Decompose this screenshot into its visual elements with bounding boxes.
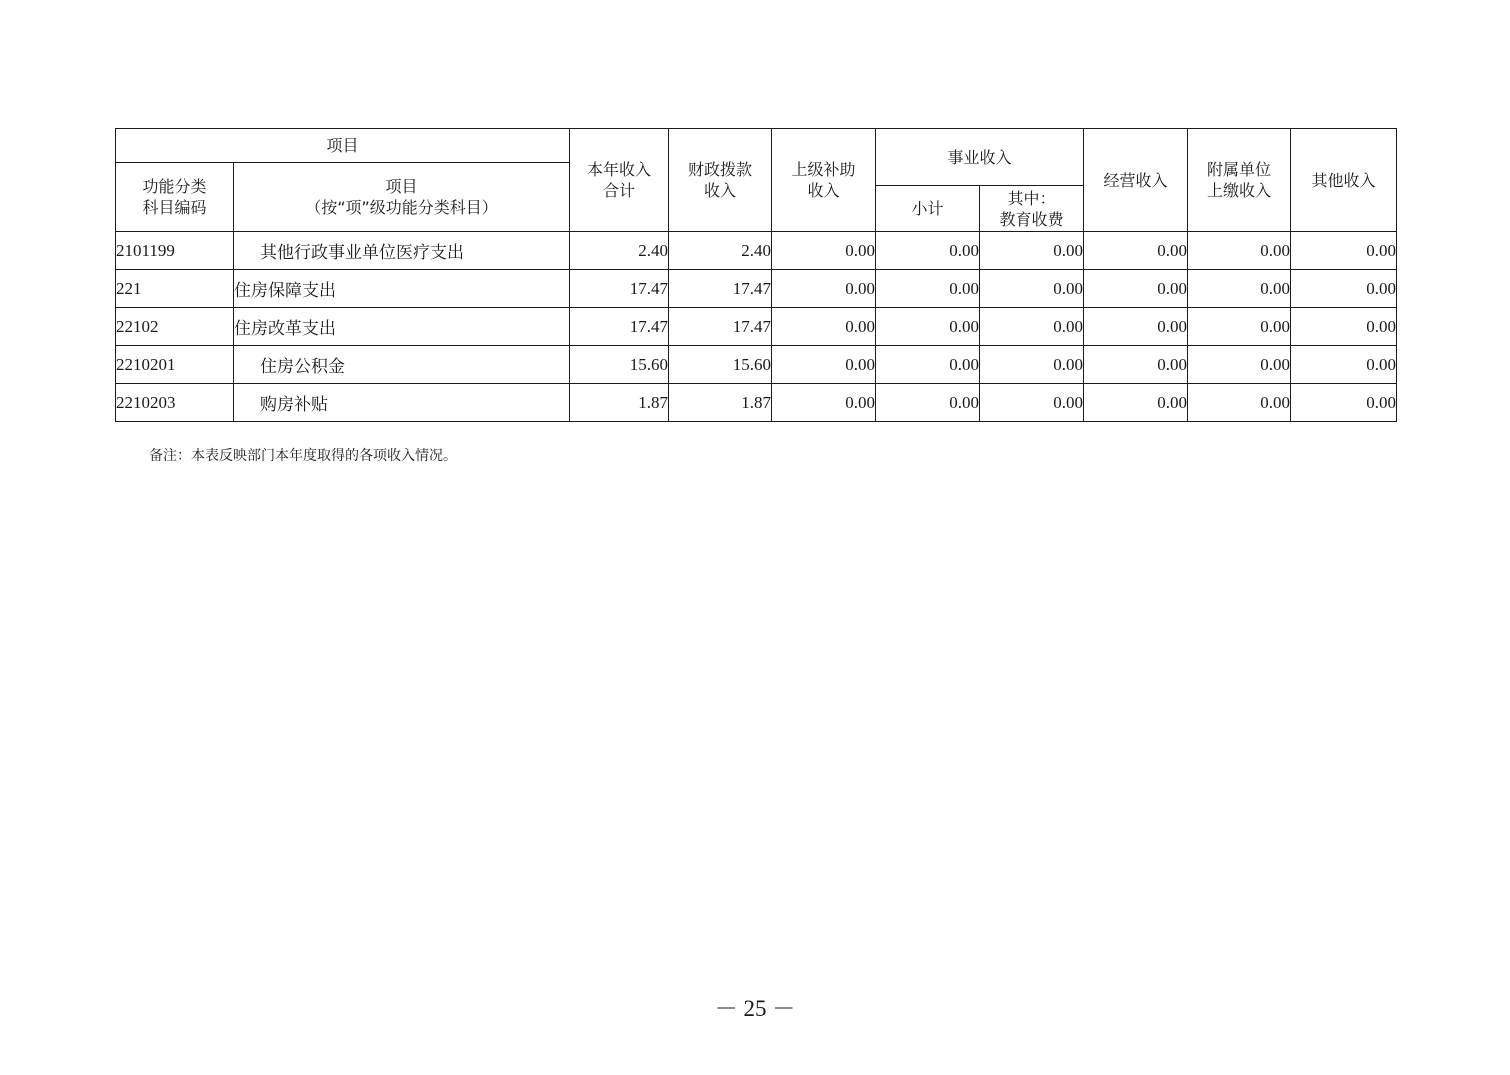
cell-affiliated: 0.00 — [1188, 232, 1291, 270]
cell-name: 其他行政事业单位医疗支出 — [234, 232, 570, 270]
cell-total: 17.47 — [570, 308, 669, 346]
header-item-line1: 项目 — [385, 177, 418, 196]
cell-fiscal: 15.60 — [669, 346, 772, 384]
cell-subtotal: 0.00 — [876, 346, 980, 384]
cell-total: 17.47 — [570, 270, 669, 308]
cell-other: 0.00 — [1291, 346, 1397, 384]
header-total-line1: 本年收入 — [587, 160, 652, 179]
income-table — [115, 128, 1397, 422]
cell-edu: 0.00 — [980, 308, 1084, 346]
header-edu — [980, 186, 1084, 232]
header-affiliated-line1: 附属单位 — [1207, 160, 1272, 179]
cell-code: 22102 — [116, 308, 234, 346]
header-item-line2: （按“项”级功能分类科目） — [305, 198, 498, 217]
cell-other: 0.00 — [1291, 384, 1397, 422]
cell-fiscal: 2.40 — [669, 232, 772, 270]
table-row — [116, 308, 1397, 346]
cell-fiscal: 17.47 — [669, 270, 772, 308]
cell-operating: 0.00 — [1084, 384, 1188, 422]
cell-other: 0.00 — [1291, 270, 1397, 308]
cell-superior: 0.00 — [772, 270, 876, 308]
cell-total: 15.60 — [570, 346, 669, 384]
cell-operating: 0.00 — [1084, 232, 1188, 270]
cell-operating: 0.00 — [1084, 308, 1188, 346]
header-affiliated-line2: 上缴收入 — [1207, 181, 1272, 200]
cell-code: 2101199 — [116, 232, 234, 270]
income-table-container — [115, 128, 1396, 422]
header-business-group: 事业收入 — [876, 129, 1084, 186]
cell-edu: 0.00 — [980, 270, 1084, 308]
cell-edu: 0.00 — [980, 232, 1084, 270]
header-edu-line1: 其中： — [1007, 188, 1056, 208]
header-fiscal-line2: 收入 — [704, 181, 737, 200]
header-superior — [772, 129, 876, 232]
cell-superior: 0.00 — [772, 232, 876, 270]
cell-total: 1.87 — [570, 384, 669, 422]
table-row — [116, 270, 1397, 308]
cell-name: 住房公积金 — [234, 346, 570, 384]
header-affiliated — [1188, 129, 1291, 232]
header-superior-line1: 上级补助 — [791, 160, 856, 179]
header-code — [116, 163, 234, 232]
table-header — [116, 129, 1397, 232]
cell-edu: 0.00 — [980, 384, 1084, 422]
cell-affiliated: 0.00 — [1188, 384, 1291, 422]
header-total — [570, 129, 669, 232]
cell-superior: 0.00 — [772, 384, 876, 422]
header-fiscal — [669, 129, 772, 232]
cell-superior: 0.00 — [772, 346, 876, 384]
header-subtotal: 小计 — [876, 186, 980, 232]
header-edu-line2: 教育收费 — [999, 209, 1064, 229]
cell-fiscal: 1.87 — [669, 384, 772, 422]
table-row — [116, 346, 1397, 384]
header-total-line2: 合计 — [603, 181, 636, 200]
header-item-group: 项目 — [116, 129, 570, 163]
cell-subtotal: 0.00 — [876, 232, 980, 270]
cell-affiliated: 0.00 — [1188, 346, 1291, 384]
cell-superior: 0.00 — [772, 308, 876, 346]
cell-other: 0.00 — [1291, 308, 1397, 346]
cell-code: 221 — [116, 270, 234, 308]
header-other: 其他收入 — [1291, 129, 1397, 232]
cell-subtotal: 0.00 — [876, 384, 980, 422]
table-row — [116, 232, 1397, 270]
header-fiscal-line1: 财政拨款 — [688, 160, 753, 179]
header-operating: 经营收入 — [1084, 129, 1188, 232]
cell-fiscal: 17.47 — [669, 308, 772, 346]
cell-operating: 0.00 — [1084, 270, 1188, 308]
cell-code: 2210201 — [116, 346, 234, 384]
table-note: 备注：本表反映部门本年度取得的各项收入情况。 — [149, 448, 457, 464]
page-number: － 25 － — [714, 996, 796, 1021]
cell-code: 2210203 — [116, 384, 234, 422]
cell-name: 购房补贴 — [234, 384, 570, 422]
cell-operating: 0.00 — [1084, 346, 1188, 384]
header-item — [234, 163, 570, 232]
cell-affiliated: 0.00 — [1188, 270, 1291, 308]
table-row — [116, 384, 1397, 422]
cell-subtotal: 0.00 — [876, 308, 980, 346]
cell-edu: 0.00 — [980, 346, 1084, 384]
table-body — [116, 232, 1397, 422]
header-superior-line2: 收入 — [807, 181, 840, 200]
header-code-line1: 功能分类 — [142, 177, 207, 196]
cell-name: 住房改革支出 — [234, 308, 570, 346]
cell-other: 0.00 — [1291, 232, 1397, 270]
cell-total: 2.40 — [570, 232, 669, 270]
cell-name: 住房保障支出 — [234, 270, 570, 308]
cell-subtotal: 0.00 — [876, 270, 980, 308]
cell-affiliated: 0.00 — [1188, 308, 1291, 346]
header-code-line2: 科目编码 — [142, 198, 207, 217]
